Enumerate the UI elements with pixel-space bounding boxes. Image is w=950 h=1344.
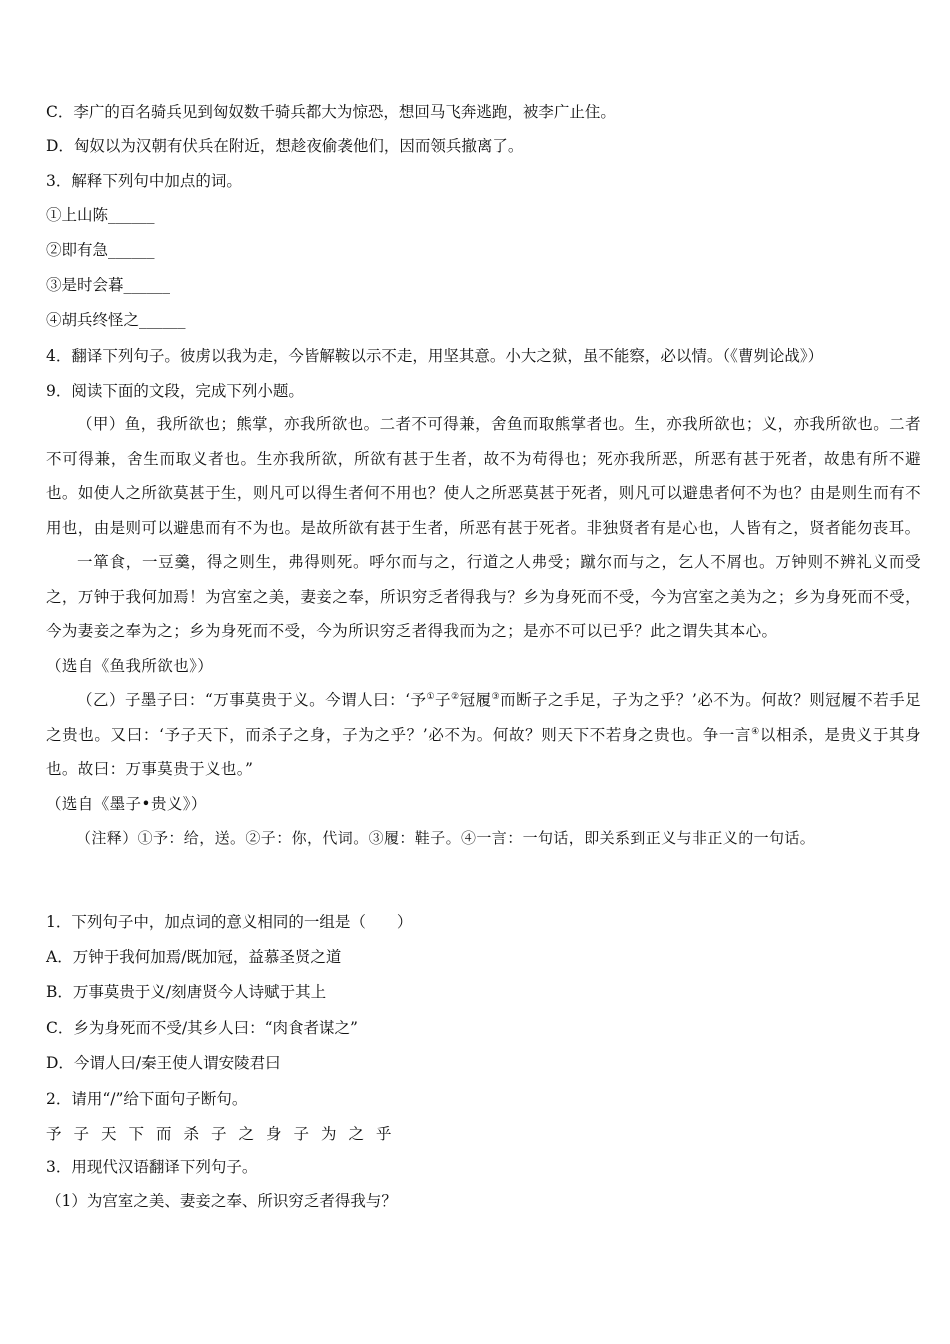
sub-question-1-option-a: A．万钟于我何加焉/既加冠，益慕圣贤之道 bbox=[46, 948, 342, 966]
note-mark-2: ② bbox=[451, 691, 460, 702]
reading-passage bbox=[46, 407, 921, 856]
passage-yi-paragraph: （乙）子墨子曰：“万事莫贵于义。今谓人曰：‘予①子②冠履③而断子之手足，子为之乎？’必不为。何故？则冠履不若手足之贵也。又曰：‘予子天下，而杀子之身，子为之乎？’必不为。何故？则天下不若身之贵也。争一言④以相杀，是贵义于其身也。故曰：万事莫贵于义也。” bbox=[46, 691, 922, 778]
passage-jia-paragraph-2: 一箪食，一豆羹，得之则生，弗得则死。呼尔而与之，行道之人弗受；蹴尔而与之，乞人不屑也。万钟则不辨礼义而受之，万钟于我何加焉！为宫室之美，妻妾之奉，所识穷乏者得我与？乡为身死而不受，今为宫室之美为之；乡为身死而不受，今为妻妾之奉为之；乡为身死而不受，今为所识穷乏者得我而为之；是亦不可以已乎？此之谓失其本心。 bbox=[46, 553, 921, 640]
sub-question-3-item-1: （1）为宫室之美、妻妾之奉、所识穷乏者得我与？ bbox=[46, 1192, 397, 1210]
question-3-item-2: ②即有急______ bbox=[46, 241, 155, 259]
note-mark-3: ③ bbox=[491, 691, 501, 702]
question-3-title: 3．解释下列句中加点的词。 bbox=[46, 172, 242, 190]
question-3-item-1: ①上山陈______ bbox=[46, 206, 155, 224]
question-4: 4．翻译下列句子。彼虏以我为走，今皆解鞍以示不走，用坚其意。小大之狱，虽不能察，必以情。（《曹刿论战》） bbox=[46, 347, 824, 365]
question-3-item-3: ③是时会暮______ bbox=[46, 276, 171, 294]
question-3-item-4: ④胡兵终怪之______ bbox=[46, 311, 186, 329]
passage-jia-source: （选自《鱼我所欲也》） bbox=[46, 656, 214, 675]
option-d: D．匈奴以为汉朝有伏兵在附近，想趁夜偷袭他们，因而领兵撤离了。 bbox=[46, 137, 524, 155]
note-mark-1: ① bbox=[426, 691, 436, 702]
sub-question-1-option-d: D．今谓人曰/秦王使人谓安陵君曰 bbox=[46, 1054, 281, 1072]
sub-question-1-title: 1．下列句子中，加点词的意义相同的一组是（ ） bbox=[46, 913, 413, 931]
passage-jia-paragraph-1: （甲）鱼，我所欲也；熊掌，亦我所欲也。二者不可得兼，舍鱼而取熊掌者也。生，亦我所欲也；义，亦我所欲也。二者不可得兼，舍生而取义者也。生亦我所欲，所欲有甚于生者，故不为苟得也；死亦我所恶，所恶有甚于死者，故患有所不避也。如使人之所欲莫甚于生，则凡可以得生者何不用也？使人之所恶莫甚于死者，则凡可以避患者何不为也？由是则生而有不用也，由是则可以避患而有不为也。是故所欲有甚于生者，所恶有甚于死者。非独贤者有是心也，人皆有之，贤者能勿丧耳。 bbox=[46, 415, 921, 537]
passage-yi-source: （选自《墨子•贵义》） bbox=[46, 794, 207, 813]
annotation-notes: （注释）①予：给，送。②子：你，代词。③履：鞋子。④一言：一句话，即关系到正义与非正义的一句话。 bbox=[76, 829, 816, 847]
question-9-title: 9．阅读下面的文段，完成下列小题。 bbox=[46, 382, 304, 400]
sub-question-2-title: 2．请用“/”给下面句子断句。 bbox=[46, 1090, 248, 1108]
sub-question-1-option-c: C．乡为身死而不受/其乡人曰：“肉食者谋之” bbox=[46, 1019, 358, 1037]
sub-question-1-option-b: B．万事莫贵于义/刻唐贤今人诗赋于其上 bbox=[46, 983, 327, 1001]
option-c: C．李广的百名骑兵见到匈奴数千骑兵都大为惊恐，想回马飞奔逃跑，被李广止住。 bbox=[46, 103, 616, 121]
sub-question-3-title: 3．用现代汉语翻译下列句子。 bbox=[46, 1158, 258, 1176]
sub-question-2-sentence: 予子天下而杀子之身子为之乎 bbox=[46, 1125, 404, 1143]
note-mark-4: ④ bbox=[751, 726, 760, 737]
